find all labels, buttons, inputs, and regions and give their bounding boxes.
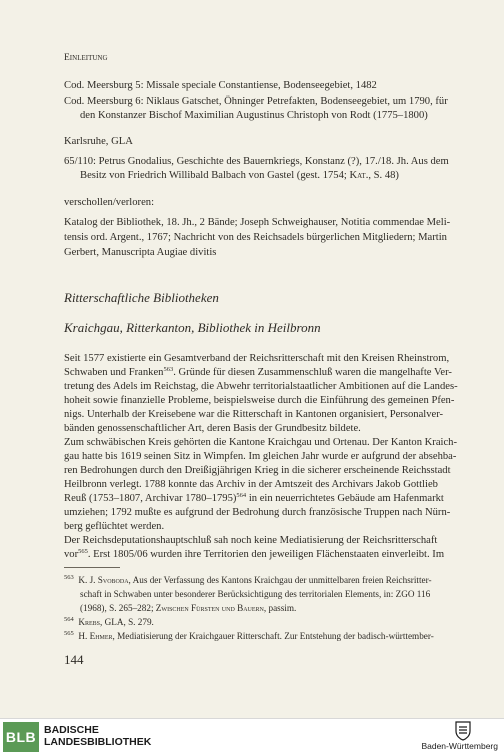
source-line: 65/110: Petrus Gnodalius, Geschichte des Bauernkriegs, Konstanz (?), 17./18. Jh. Aus dem bbox=[64, 156, 449, 167]
footnote-text: K. J. bbox=[78, 575, 96, 585]
catalog-abbrev: Kat. bbox=[349, 170, 369, 181]
footnote-564 bbox=[64, 617, 154, 628]
footnote-number: 564 bbox=[64, 616, 74, 623]
source-line: Gerbert, Manuscripta Augiae divitis bbox=[64, 247, 217, 258]
body-text: . Erst 1805/06 wurden ihre Territorien den jeweiligen Flächenstaaten einverleibt. Im bbox=[87, 549, 445, 560]
footnote-563 bbox=[64, 575, 432, 586]
source-line: Cod. Meersburg 5: Missale speciale Constantiense, Bodenseegebiet, 1482 bbox=[64, 80, 377, 91]
archive-heading: Karlsruhe, GLA bbox=[64, 136, 133, 147]
body-line bbox=[64, 493, 444, 505]
footnote-number: 565 bbox=[64, 630, 74, 637]
source-text: Besitz von Friedrich Willibald Balbach von Gastel (gest. 1754; bbox=[80, 170, 347, 181]
footnote-line: schaft in Schwaben unter besonderer Berücksichtigung des territorialen Elements, in: ZGO 116 bbox=[80, 589, 431, 599]
footnote-text: , passim. bbox=[263, 603, 297, 613]
footnote-number: 563 bbox=[64, 574, 74, 581]
body-text: in ein neuerrichtetes Gebäude am Hafenmarkt bbox=[246, 493, 444, 504]
source-line: den Konstanzer Bischof Maximilian Augustinus Christoph von Rodt (1775–1800) bbox=[80, 110, 428, 121]
source-line: Cod. Meersburg 6: Niklaus Gatschet, Öhninger Petrefakten, Bodenseegebiet, um 1790, für bbox=[64, 96, 448, 107]
source-line bbox=[80, 170, 399, 182]
author-name: Svoboda bbox=[97, 575, 129, 585]
body-line: hoheit sowie finanzielle Probleme, beispielsweise durch die Einführung des gemeinen Pfen- bbox=[64, 395, 455, 406]
library-name[interactable] bbox=[44, 724, 151, 748]
source-line: tensis ord. Argent., 1767; Nachricht von des Reichsadels bürgerlichen Mitgliedern; Martin bbox=[64, 232, 447, 243]
source-line: Katalog der Bibliothek, 18. Jh., 2 Bände; Joseph Schweighauser, Notitia commendae Meli- bbox=[64, 217, 451, 228]
body-text: vor bbox=[64, 549, 79, 560]
body-text: . Gründe für diesen Zusammenschluß waren die mangelhafte Ver- bbox=[173, 367, 452, 378]
body-line: nigs. Unterhalb der Kreisebene war die Ritterschaft in Kantonen organisiert, Personalver- bbox=[64, 409, 444, 420]
state-crest-icon bbox=[454, 721, 472, 741]
footnote-text: H. bbox=[78, 631, 88, 641]
body-line: gau hatte bis 1619 seinen Sitz in Wimpfen. Im gleichen Jahr wurde er aufgrund der absehba- bbox=[64, 451, 457, 462]
body-text: Schwaben und Franken bbox=[64, 367, 164, 378]
footnote-ref: 564 bbox=[236, 492, 247, 499]
lost-heading: verschollen/verloren: bbox=[64, 197, 155, 208]
footnote-line bbox=[80, 603, 296, 614]
footnote-text: (1968), S. 265–282; bbox=[80, 603, 154, 613]
body-line: Der Reichsdeputationshauptschluß sah noch keine Mediatisierung der Reichsritterschaft bbox=[64, 535, 438, 546]
section-subtitle: Kraichgau, Ritterkanton, Bibliothek in Heilbronn bbox=[64, 320, 321, 335]
body-line: Zum schwäbischen Kreis gehörten die Kantone Kraichgau und Ortenau. Der Kanton Kraich- bbox=[64, 437, 458, 448]
footnote-text: , Mediatisierung der Kraichgauer Ritterschaft. Zur Entstehung der badisch-württember- bbox=[112, 631, 434, 641]
body-line bbox=[64, 549, 444, 561]
blb-logo[interactable]: BLB bbox=[3, 722, 39, 752]
body-line: bänden genossenschaftlicher Art, deren Basis der Grundbesitz bildete. bbox=[64, 423, 361, 434]
source-text: , S. 48) bbox=[368, 170, 399, 181]
body-line: Seit 1577 existierte ein Gesamtverband der Reichsritterschaft mit den Kreisen Rheinstrom, bbox=[64, 353, 450, 364]
author-name: Ehmer bbox=[89, 631, 113, 641]
footnote-text: , GLA, S. 279. bbox=[100, 617, 154, 627]
body-line: ren Bedrohungen durch den Dreißigjährigen Krieg in die sicherer erscheinende Reichsstadt bbox=[64, 465, 451, 476]
author-name: Krebs bbox=[78, 617, 100, 627]
page-number: 144 bbox=[64, 652, 84, 667]
running-title: Einleitung bbox=[64, 53, 108, 63]
body-line: umziehen; 1792 mußte es aufgrund der Bedrohung durch französische Truppen nach Nürn- bbox=[64, 507, 451, 518]
viewer-footer bbox=[0, 718, 504, 754]
library-name-line: LANDESBIBLIOTHEK bbox=[44, 736, 152, 748]
library-name-line: BADISCHE bbox=[44, 724, 99, 736]
work-title: Zwischen Fürsten und Bauern bbox=[155, 603, 264, 613]
footnote-text: , Aus der Verfassung des Kantons Kraichgau der unmittelbaren freien Reichsritter- bbox=[128, 575, 432, 585]
state-name: Baden-Württemberg bbox=[421, 741, 498, 751]
footnote-565 bbox=[64, 631, 434, 642]
body-line: berg geflüchtet werden. bbox=[64, 521, 165, 532]
body-line: Heilbronn verlegt. 1788 konnte das Archiv in der Amtszeit des Archivars Jakob Gottlieb bbox=[64, 479, 438, 490]
footnote-ref: 563 bbox=[163, 366, 174, 373]
footnote-ref: 565 bbox=[78, 548, 88, 555]
body-line bbox=[64, 367, 452, 379]
body-line: tretung des Adels im Reichstag, die Abwehr territorialstaatlicher Ambitionen auf die Landes- bbox=[64, 381, 458, 392]
section-title: Ritterschaftliche Bibliotheken bbox=[64, 290, 219, 305]
footnote-divider bbox=[64, 567, 120, 568]
body-text: Reuß (1753–1807, Archivar 1780–1795) bbox=[64, 493, 237, 504]
